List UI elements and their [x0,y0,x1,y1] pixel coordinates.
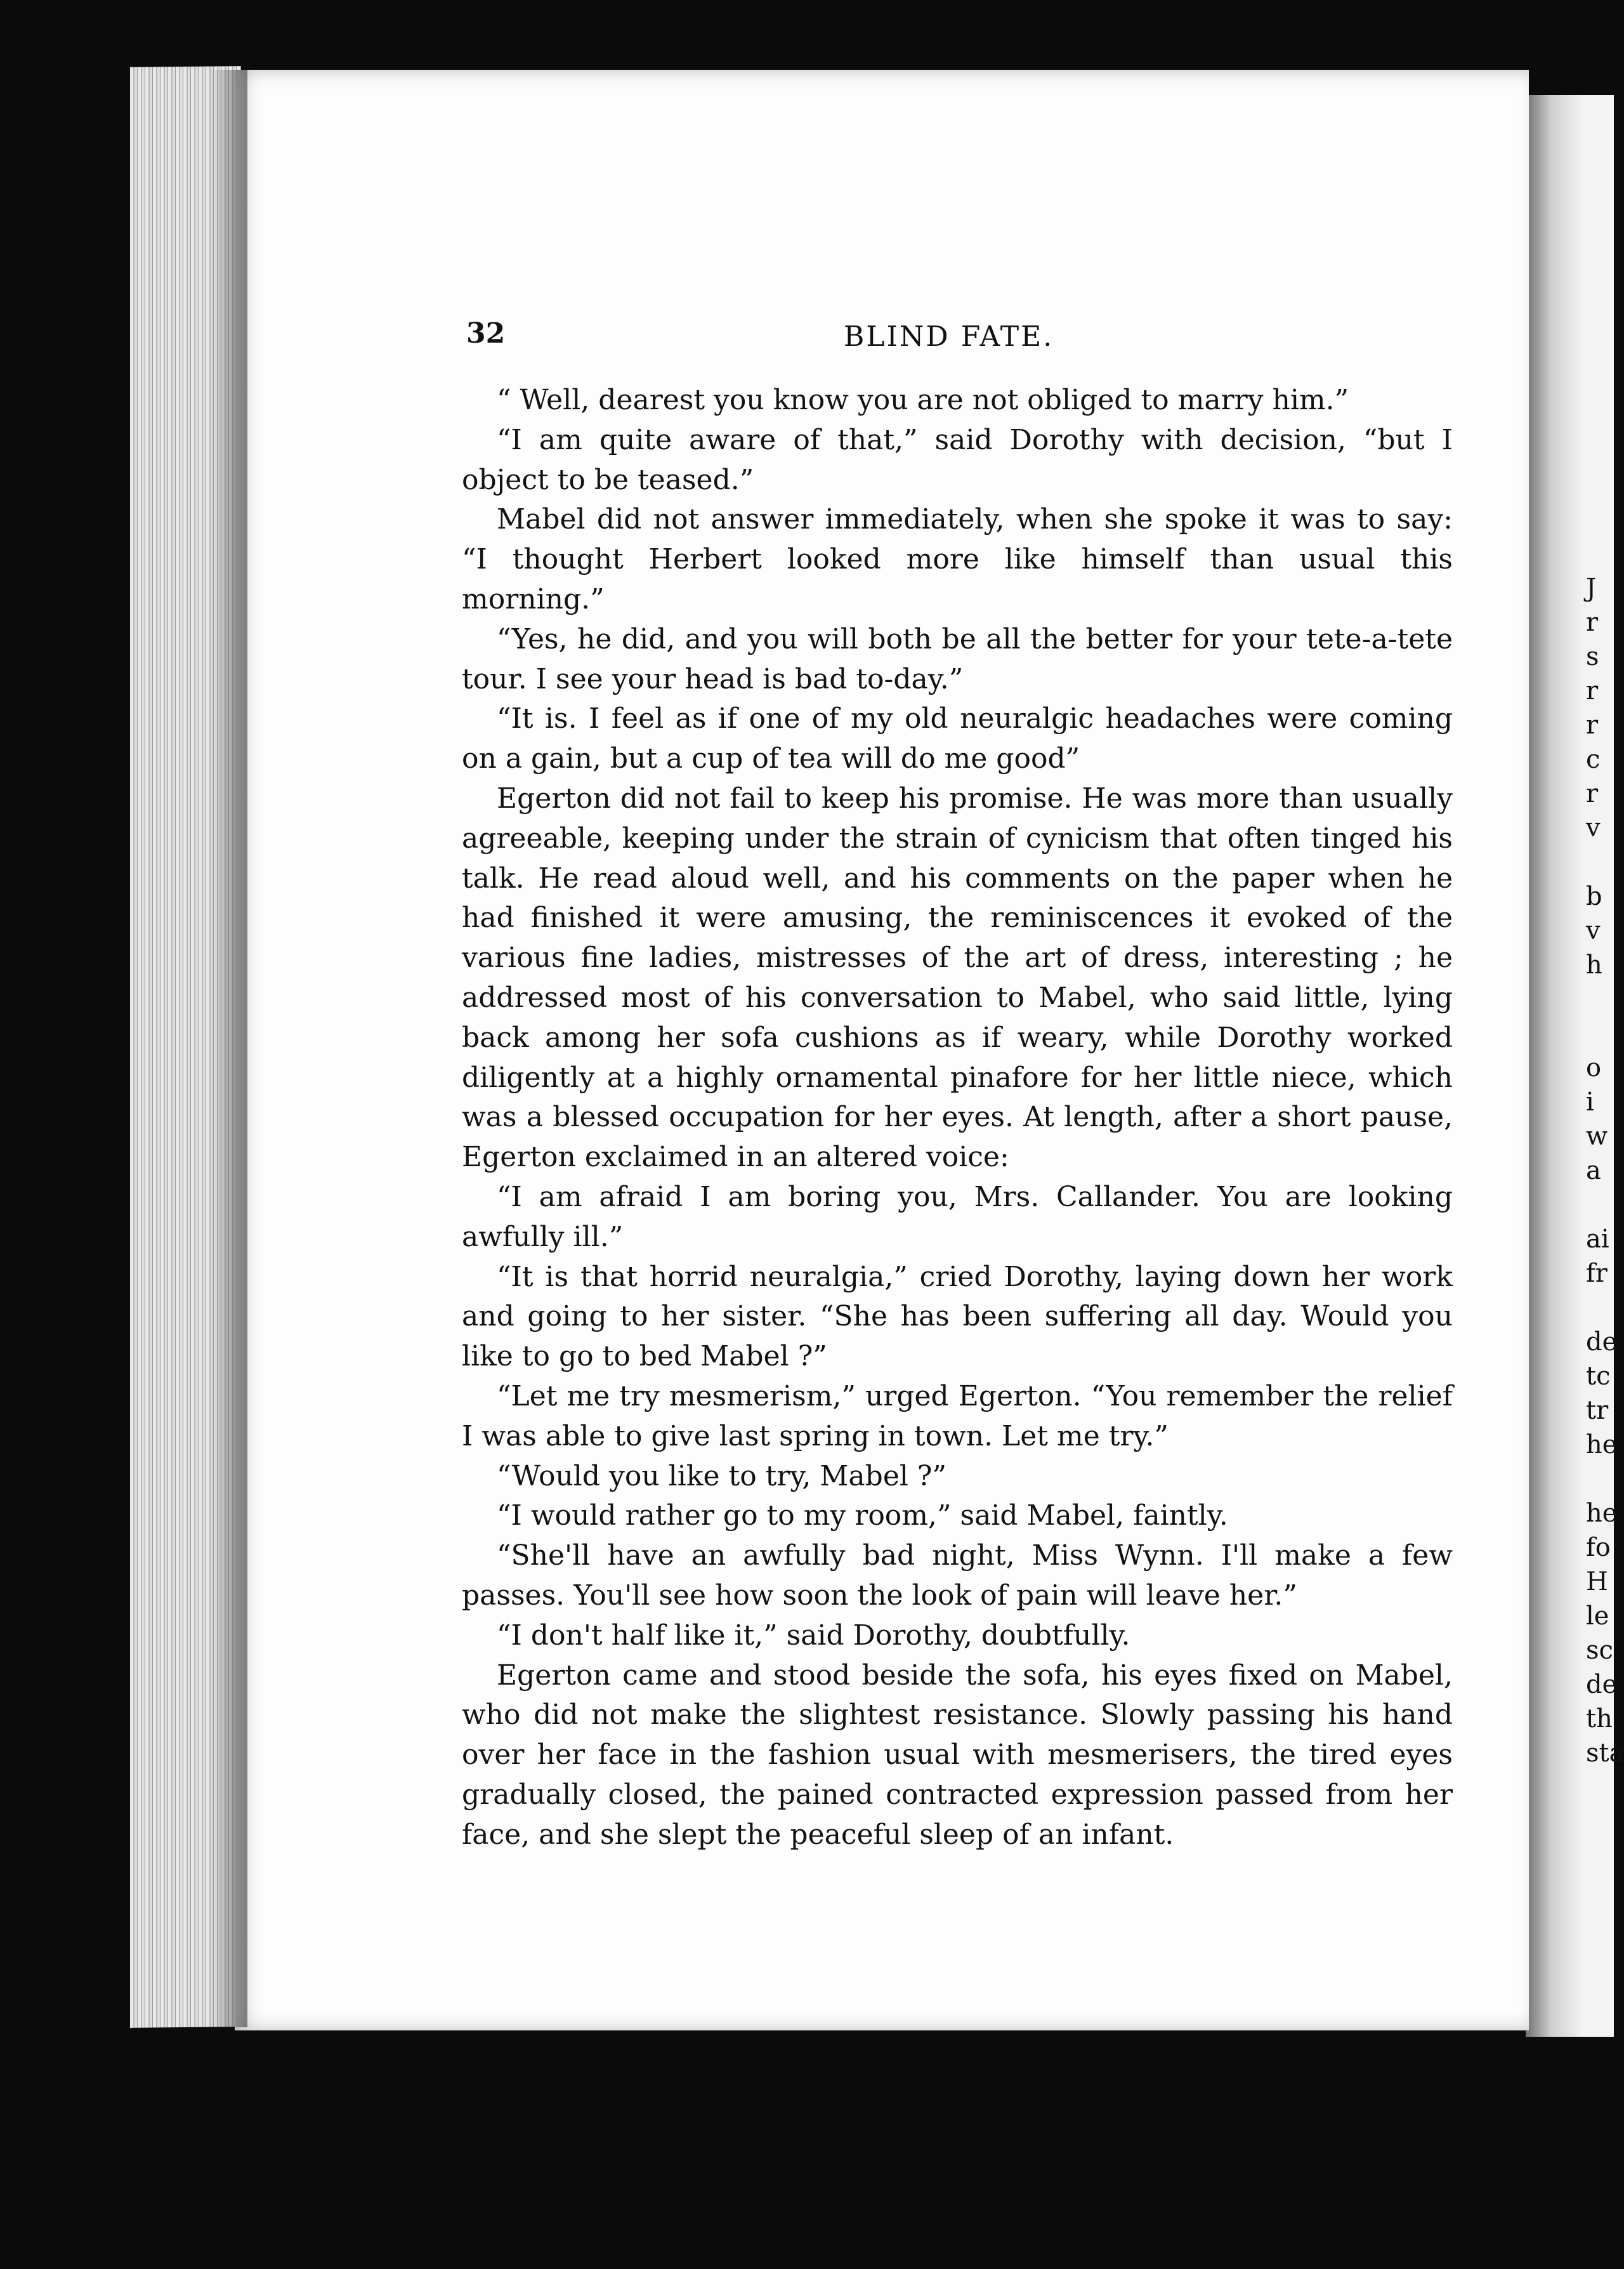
body-text [462,381,1453,1855]
paragraph: Egerton did not fail to keep his promise. He was more than usually agreeable, keeping under the strain of cynicism that often tinged his talk. He read aloud well, and his comments on the paper when he had finished it were amusing, the reminiscences it evoked of the various fine ladies, mistresses of the art of dress, interesting ; he addressed most of his conversation to Mabel, who said little, lying back among her sofa cushions as if weary, while Dorothy worked diligently at a highly ornamental pinafore for her little niece, which was a blessed occupation for her eyes. At length, after a short pause, Egerton exclaimed in an altered voice: [462,782,1453,1174]
paragraph: “It is. I feel as if one of my old neuralgic headaches were coming on a gain, but a cup of tea will do me good” [462,702,1453,775]
spine-shadow [209,70,247,2027]
paragraph: “She'll have an awfully bad night, Miss Wynn. I'll make a few passes. You'll see how soon the look of pain will leave her.” [462,1539,1453,1612]
paragraph: “Would you like to try, Mabel ?” [497,1459,947,1492]
paragraph: Egerton came and stood beside the sofa, his eyes fixed on Mabel, who did not make the slightest resistance. Slowly passing his hand over her face in the fashion usual with mesmerisers, the tired eyes gradually closed, the pained contracted expression passed from her face, and she slept the peaceful sleep of an infant. [462,1659,1453,1851]
paragraph: “ Well, dearest you know you are not obliged to marry him.” [497,384,1349,416]
paragraph: “Yes, he did, and you will both be all the better for your tete-a-tete tour. I see your head is bad to-day.” [462,622,1453,695]
paragraph: “I don't half like it,” said Dorothy, doubtfully. [497,1619,1130,1652]
paragraph: Mabel did not answer immediately, when she spoke it was to say: “I thought Herbert looked more like himself than usual this morning.” [462,503,1453,615]
running-title: BLIND FATE. [844,320,1054,353]
facing-page-fragment: J r s r r c r v b v h o i w a ai fr de tc tr he he fo H le sc de th sta [1586,574,1624,1768]
page-number: 32 [466,317,506,350]
paragraph: “I would rather go to my room,” said Mabel, faintly. [497,1499,1228,1532]
paragraph: “It is that horrid neuralgia,” cried Dorothy, laying down her work and going to her sister. “She has been suffering all day. Would you like to go to bed Mabel ?” [462,1260,1453,1373]
paragraph: “I am quite aware of that,” said Dorothy with decision, “but I object to be teased.” [462,423,1453,496]
paragraph: “I am afraid I am boring you, Mrs. Callander. You are looking awfully ill.” [462,1180,1453,1253]
paragraph: “Let me try mesmerism,” urged Egerton. “You remember the relief I was able to give last spring in town. Let me try.” [462,1379,1453,1452]
